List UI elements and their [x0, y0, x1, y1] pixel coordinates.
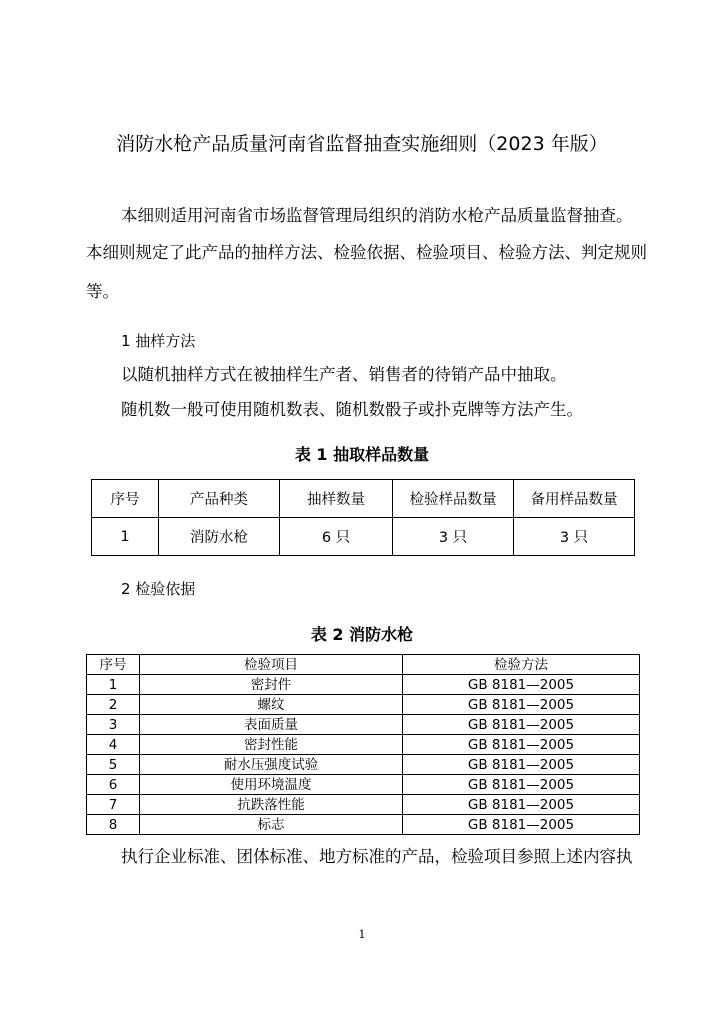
table-cell: 消防水枪 — [159, 518, 280, 556]
table-row — [92, 518, 635, 556]
table-cell: 耐水压强度试验 — [140, 755, 403, 775]
table-cell: GB 8181—2005 — [403, 815, 640, 835]
table-cell: 1 — [87, 675, 140, 695]
table-row — [87, 675, 640, 695]
section1-heading: 1 抽样方法 — [121, 332, 196, 350]
table-cell: GB 8181—2005 — [403, 735, 640, 755]
section1-text-1: 以随机抽样方式在被抽样生产者、销售者的待销产品中抽取。 — [121, 365, 567, 384]
page-number: 1 — [358, 928, 366, 941]
table-header-cell: 序号 — [87, 655, 140, 675]
table-cell: 6 — [87, 775, 140, 795]
section1-text-2: 随机数一般可使用随机数表、随机数骰子或扑克牌等方法产生。 — [121, 400, 583, 419]
table-cell: 6 只 — [280, 518, 393, 556]
table-header-cell: 抽样数量 — [280, 480, 393, 518]
table-header-cell: 序号 — [92, 480, 159, 518]
table-cell: 螺纹 — [140, 695, 403, 715]
table-cell: 密封件 — [140, 675, 403, 695]
section2-heading: 2 检验依据 — [121, 580, 196, 598]
table-cell: GB 8181—2005 — [403, 695, 640, 715]
intro-line-1: 本细则适用河南省市场监督管理局组织的消防水枪产品质量监督抽查。 — [121, 206, 633, 225]
table1-caption: 表 1 抽取样品数量 — [294, 445, 430, 464]
table-row — [87, 795, 640, 815]
table-row — [87, 775, 640, 795]
table-row — [87, 715, 640, 735]
intro-line-3: 等。 — [86, 282, 119, 301]
table-cell: 密封性能 — [140, 735, 403, 755]
table2-caption: 表 2 消防水枪 — [310, 625, 414, 644]
table-header-row — [87, 655, 640, 675]
table-cell: 5 — [87, 755, 140, 775]
table-cell: 标志 — [140, 815, 403, 835]
table-cell: GB 8181—2005 — [403, 795, 640, 815]
table-cell: GB 8181—2005 — [403, 775, 640, 795]
table-cell: 7 — [87, 795, 140, 815]
table-header-cell: 检验样品数量 — [393, 480, 514, 518]
table-cell: 4 — [87, 735, 140, 755]
table-cell: GB 8181—2005 — [403, 755, 640, 775]
table-header-cell: 产品种类 — [159, 480, 280, 518]
table-row — [87, 815, 640, 835]
table-header-cell: 备用样品数量 — [514, 480, 635, 518]
table-cell: GB 8181—2005 — [403, 715, 640, 735]
table-cell: 3 — [87, 715, 140, 735]
table-cell: 抗跌落性能 — [140, 795, 403, 815]
intro-line-2: 本细则规定了此产品的抽样方法、检验依据、检验项目、检验方法、判定规则 — [86, 243, 647, 262]
table-cell: 8 — [87, 815, 140, 835]
table-header-cell: 检验方法 — [403, 655, 640, 675]
table-cell: GB 8181—2005 — [403, 675, 640, 695]
inspection-items-table — [86, 654, 640, 835]
table-cell: 3 只 — [393, 518, 514, 556]
table-header-cell: 检验项目 — [140, 655, 403, 675]
sample-quantity-table — [91, 479, 635, 556]
table-cell: 表面质量 — [140, 715, 403, 735]
table-row — [87, 695, 640, 715]
table-cell: 使用环境温度 — [140, 775, 403, 795]
document-title: 消防水枪产品质量河南省监督抽查实施细则（2023 年版） — [116, 133, 608, 155]
table-row — [87, 735, 640, 755]
closing-line: 执行企业标准、团体标准、地方标准的产品，检验项目参照上述内容执 — [121, 847, 633, 866]
table-cell: 1 — [92, 518, 159, 556]
table-cell: 3 只 — [514, 518, 635, 556]
table-cell: 2 — [87, 695, 140, 715]
table-header-row — [92, 480, 635, 518]
table-row — [87, 755, 640, 775]
